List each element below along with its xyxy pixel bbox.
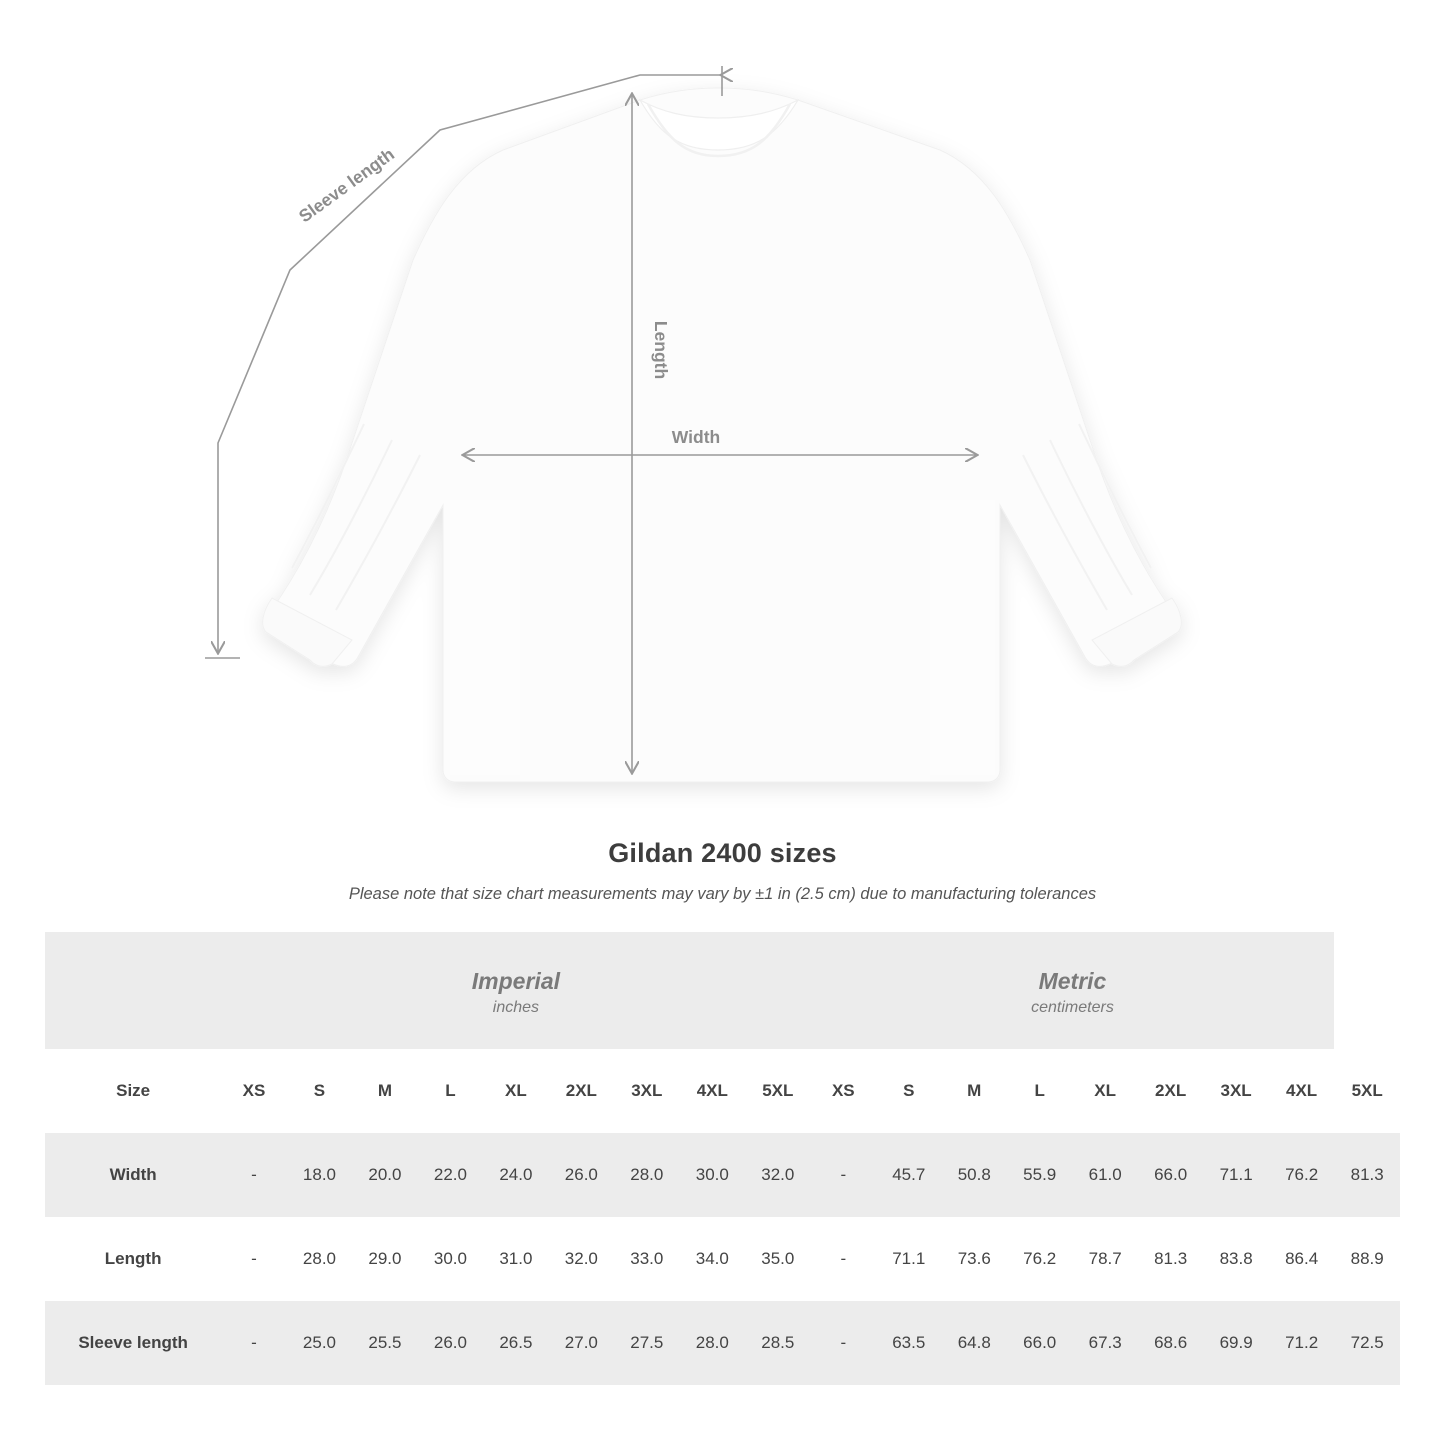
shirt-shape [263, 88, 1182, 782]
cell-length-6: 33.0 [614, 1217, 679, 1301]
cell-length-2: 29.0 [352, 1217, 417, 1301]
cell-width-7: 30.0 [680, 1133, 745, 1217]
col-head-m-met: M [942, 1049, 1007, 1133]
cell-sleeve-8: 28.5 [745, 1301, 811, 1385]
size-table [45, 932, 1400, 1385]
row-label-width: Width [45, 1133, 221, 1217]
cell-sleeve-7: 28.0 [680, 1301, 745, 1385]
col-head-l-imp: L [418, 1049, 483, 1133]
metric-header [811, 932, 1335, 1049]
metric-name: Metric [1038, 968, 1107, 995]
row-label-sleeve-length: Sleeve length [45, 1301, 221, 1385]
cell-length-13: 78.7 [1072, 1217, 1137, 1301]
tolerance-note: Please note that size chart measurements may vary by ±1 in (2.5 cm) due to manufacturing tolerances [348, 885, 1097, 903]
cell-sleeve-9: - [811, 1301, 876, 1385]
col-head-xl-met: XL [1072, 1049, 1137, 1133]
imperial-name: Imperial [471, 968, 561, 995]
unit-header-spacer [45, 932, 221, 1049]
col-head-xs-imp: XS [221, 1049, 286, 1133]
cell-sleeve-13: 67.3 [1072, 1301, 1137, 1385]
width-label: Width [671, 427, 721, 447]
col-head-2xl-met: 2XL [1138, 1049, 1203, 1133]
page-title: Gildan 2400 sizes [608, 838, 837, 868]
cell-length-12: 76.2 [1007, 1217, 1072, 1301]
unit-header-row [45, 932, 1400, 1049]
cell-width-11: 50.8 [942, 1133, 1007, 1217]
cell-width-3: 22.0 [418, 1133, 483, 1217]
cell-length-8: 35.0 [745, 1217, 811, 1301]
cell-length-5: 32.0 [549, 1217, 614, 1301]
row-label-length: Length [45, 1217, 221, 1301]
cell-sleeve-15: 69.9 [1203, 1301, 1268, 1385]
cell-length-4: 31.0 [483, 1217, 548, 1301]
col-head-m-imp: M [352, 1049, 417, 1133]
col-head-s-imp: S [287, 1049, 352, 1133]
cell-sleeve-5: 27.0 [549, 1301, 614, 1385]
cell-width-2: 20.0 [352, 1133, 417, 1217]
cell-sleeve-12: 66.0 [1007, 1301, 1072, 1385]
col-head-2xl-imp: 2XL [549, 1049, 614, 1133]
cell-width-12: 55.9 [1007, 1133, 1072, 1217]
col-head-3xl-imp: 3XL [614, 1049, 679, 1133]
imperial-header [221, 932, 810, 1049]
cell-sleeve-4: 26.5 [483, 1301, 548, 1385]
cell-width-10: 45.7 [876, 1133, 941, 1217]
table-row [45, 1133, 1400, 1217]
col-head-s-met: S [876, 1049, 941, 1133]
size-row-header: Size [45, 1049, 221, 1133]
table-row [45, 1217, 1400, 1301]
cell-width-0: - [221, 1133, 286, 1217]
cell-width-6: 28.0 [614, 1133, 679, 1217]
cell-length-10: 71.1 [876, 1217, 941, 1301]
cell-width-14: 66.0 [1138, 1133, 1203, 1217]
col-head-xl-imp: XL [483, 1049, 548, 1133]
cell-length-11: 73.6 [942, 1217, 1007, 1301]
cell-length-16: 86.4 [1269, 1217, 1335, 1301]
cell-width-4: 24.0 [483, 1133, 548, 1217]
cell-sleeve-17: 72.5 [1334, 1301, 1400, 1385]
cell-length-3: 30.0 [418, 1217, 483, 1301]
metric-sub: centimeters [1031, 998, 1114, 1016]
cell-sleeve-2: 25.5 [352, 1301, 417, 1385]
col-head-5xl-met: 5XL [1334, 1049, 1400, 1133]
cell-sleeve-3: 26.0 [418, 1301, 483, 1385]
cell-length-14: 81.3 [1138, 1217, 1203, 1301]
imperial-sub: inches [492, 998, 540, 1016]
table-row [45, 1301, 1400, 1385]
col-head-4xl-met: 4XL [1269, 1049, 1335, 1133]
cell-sleeve-1: 25.0 [287, 1301, 352, 1385]
cell-sleeve-0: - [221, 1301, 286, 1385]
cell-width-9: - [811, 1133, 876, 1217]
cell-width-5: 26.0 [549, 1133, 614, 1217]
size-table-wrapper [45, 932, 1400, 1385]
cell-width-16: 76.2 [1269, 1133, 1335, 1217]
cell-sleeve-11: 64.8 [942, 1301, 1007, 1385]
col-head-5xl-imp: 5XL [745, 1049, 811, 1133]
cell-width-8: 32.0 [745, 1133, 811, 1217]
cell-length-0: - [221, 1217, 286, 1301]
length-label: Length [651, 320, 671, 380]
cell-width-1: 18.0 [287, 1133, 352, 1217]
cell-length-7: 34.0 [680, 1217, 745, 1301]
col-head-4xl-imp: 4XL [680, 1049, 745, 1133]
cell-width-15: 71.1 [1203, 1133, 1268, 1217]
cell-length-9: - [811, 1217, 876, 1301]
col-head-l-met: L [1007, 1049, 1072, 1133]
cell-length-15: 83.8 [1203, 1217, 1268, 1301]
cell-length-17: 88.9 [1334, 1217, 1400, 1301]
cell-sleeve-6: 27.5 [614, 1301, 679, 1385]
size-header-row [45, 1049, 1400, 1133]
cell-length-1: 28.0 [287, 1217, 352, 1301]
cell-width-13: 61.0 [1072, 1133, 1137, 1217]
cell-width-17: 81.3 [1334, 1133, 1400, 1217]
col-head-3xl-met: 3XL [1203, 1049, 1268, 1133]
cell-sleeve-16: 71.2 [1269, 1301, 1335, 1385]
cell-sleeve-10: 63.5 [876, 1301, 941, 1385]
sleeve-length-label: Sleeve length [294, 143, 398, 227]
cell-sleeve-14: 68.6 [1138, 1301, 1203, 1385]
col-head-xs-met: XS [811, 1049, 876, 1133]
